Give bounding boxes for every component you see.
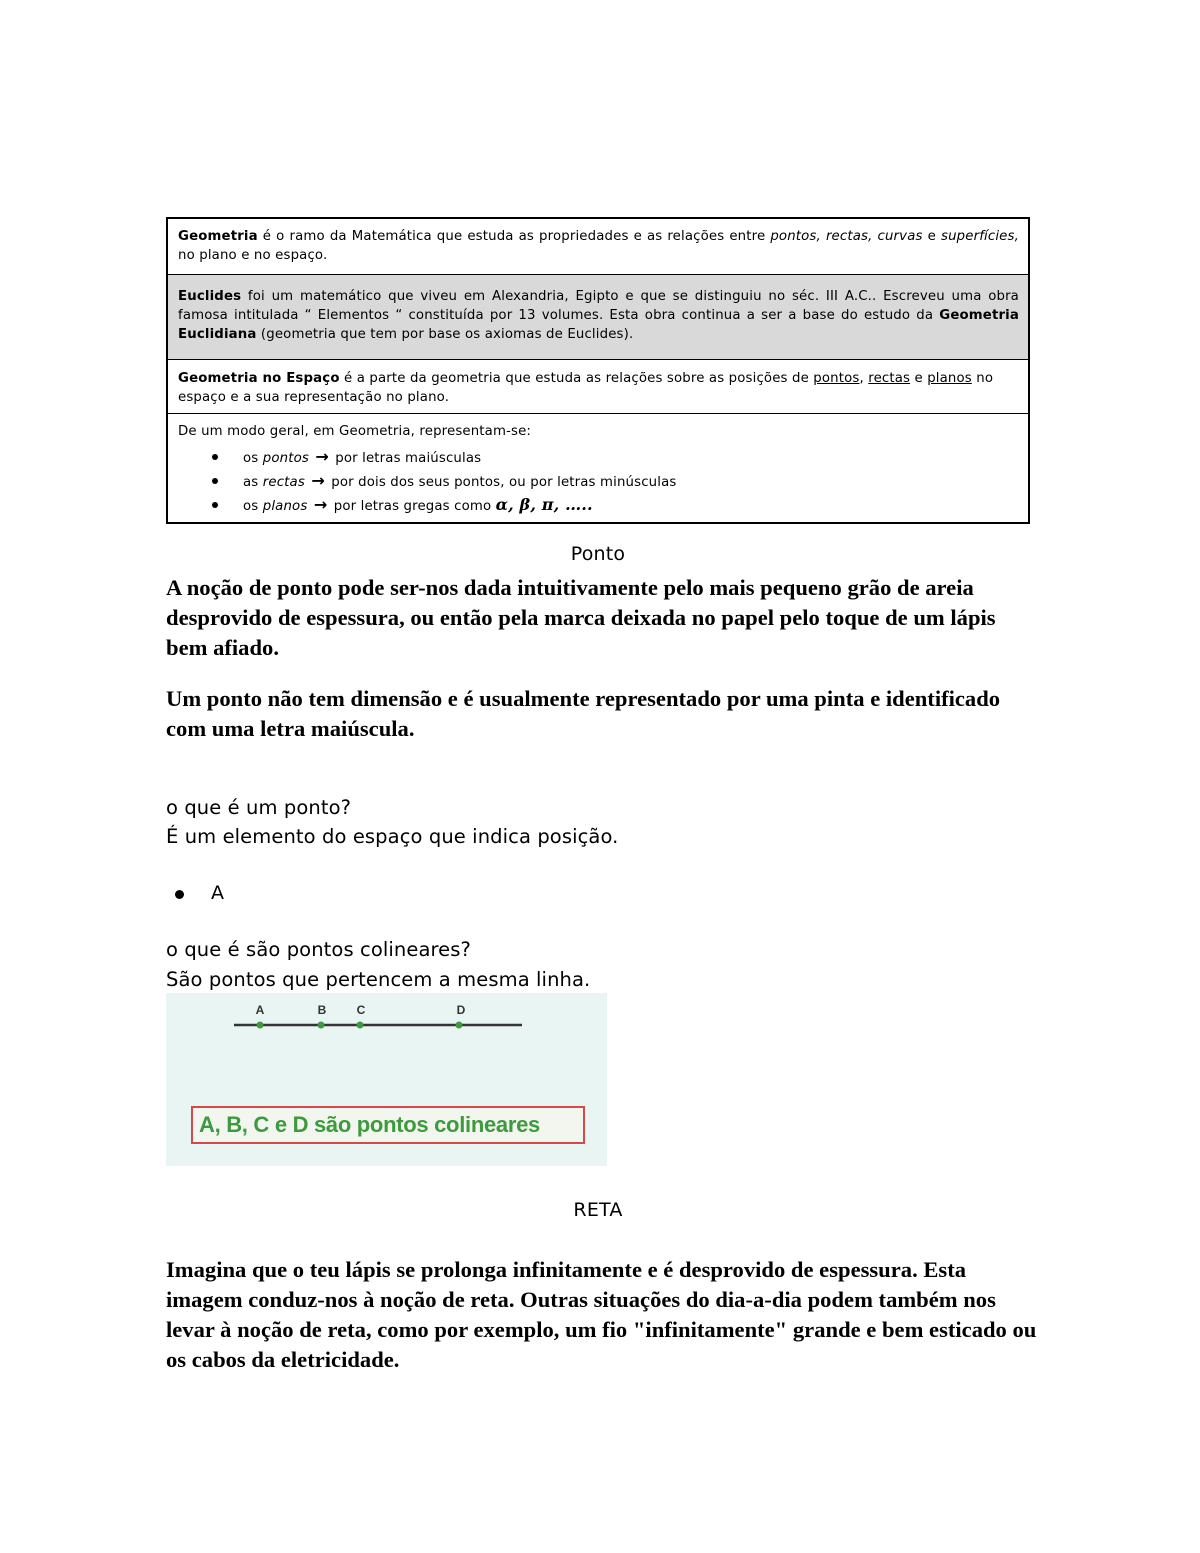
item-description: por letras maiúsculas [330,451,482,466]
item-term: planos [262,499,308,514]
point-label: A [211,882,224,904]
paragraph-ponto-1: A noção de ponto pode ser-nos dada intuitivamente pelo mais pequeno grão de areia desprovido de espessura, ou então pela marca deixada no papel pelo toque de um lápis bem afiado. [166,575,996,660]
collinear-points-figure [166,993,607,1166]
notation-list [178,445,1019,517]
arrow-right-icon: → [315,447,329,466]
bullet-icon [212,478,218,484]
item-description: por dois dos seus pontos, ou por letras minúsculas [326,475,677,490]
point-dot [318,1022,325,1029]
answer-colineares: São pontos que pertencem a mesma linha. [166,968,591,991]
definition-text: no plano e no espaço. [178,248,328,263]
paragraph-ponto-2: Um ponto não tem dimensão e é usualmente representado por uma pinta e identificado com uma letra maiúscula. [166,686,1001,741]
term-euclides: Euclides [178,289,242,304]
point-dot [257,1022,264,1029]
list-item [212,445,1019,469]
term-superficies: superfícies, [941,229,1019,244]
link-planos: planos [927,371,972,386]
point-dot [357,1022,364,1029]
figure-caption: A, B, C e D são pontos colineares [191,1106,585,1144]
point-dot-icon [175,890,184,899]
notation-intro: De um modo geral, em Geometria, representam-se: [178,424,532,439]
link-pontos: pontos [813,371,860,386]
definition-text: é o ramo da Matemática que estuda as propriedades e as relações entre [257,229,771,244]
answer-ponto: É um elemento do espaço que indica posição. [166,825,619,848]
term-rectas: rectas, [825,229,873,244]
collinear-point [256,1003,265,1029]
term-pontos: pontos, [770,229,821,244]
list-item [212,493,1019,517]
list-item [212,469,1019,493]
arrow-right-icon: → [313,495,328,514]
heading-ponto: Ponto [570,543,626,565]
item-prefix: os [243,451,263,466]
definition-euclides [168,275,1028,360]
term-geometria: Geometria [178,229,258,244]
greek-letters: α, β, π, ….. [495,495,593,514]
definition-geometria-espaco [168,360,1028,414]
definition-text: no espaço e a sua representação no plano. [178,371,994,405]
item-prefix: os [243,499,263,514]
definitions-table [166,217,1030,524]
heading-reta: RETA [573,1199,623,1221]
definition-text: (geometria que tem por base os axiomas de Euclides). [256,327,634,342]
point-label: D [456,1003,466,1017]
term-geometria-euclidiana: Geometria Euclidiana [178,308,1019,342]
paragraph-reta: Imagina que o teu lápis se prolonga infinitamente e é desprovido de espessura. Esta imagem conduz-nos à noção de reta. Outras situações do dia-a-dia podem também nos levar à noção de reta, como por exemplo, um fio "infinitamente" grande e bem esticado ou os cabos da eletricidade. [166,1257,1037,1372]
term-geometria-espaco: Geometria no Espaço [178,371,340,386]
question-ponto: o que é um ponto? [166,796,352,819]
item-term: pontos [262,451,309,466]
item-description: por letras gregas como [329,499,496,514]
separator: e [910,371,928,386]
arrow-right-icon: → [311,471,325,490]
definition-notation [168,414,1028,522]
point-dot [456,1022,463,1029]
item-prefix: as [243,475,263,490]
point-label: A [255,1003,265,1017]
definition-text: e [922,229,941,244]
definition-text: foi um matemático que viveu em Alexandria, Egipto e que se distinguiu no séc. III A.C.. Escreveu uma obra famosa intitulada “ Elementos “ constituída por 13 volumes. Esta obra continua a ser a base do estudo da [178,289,1019,323]
definition-geometria [168,219,1028,275]
term-curvas: curvas [877,229,923,244]
point-label: C [356,1003,366,1017]
separator: , [859,371,869,386]
definition-text: é a parte da geometria que estuda as relações sobre as posições de [339,371,814,386]
item-term: rectas [262,475,305,490]
question-colineares: o que é são pontos colineares? [166,938,471,961]
point-label: B [317,1003,327,1017]
bullet-icon [212,502,218,508]
bullet-icon [212,454,218,460]
link-rectas: rectas [868,371,911,386]
